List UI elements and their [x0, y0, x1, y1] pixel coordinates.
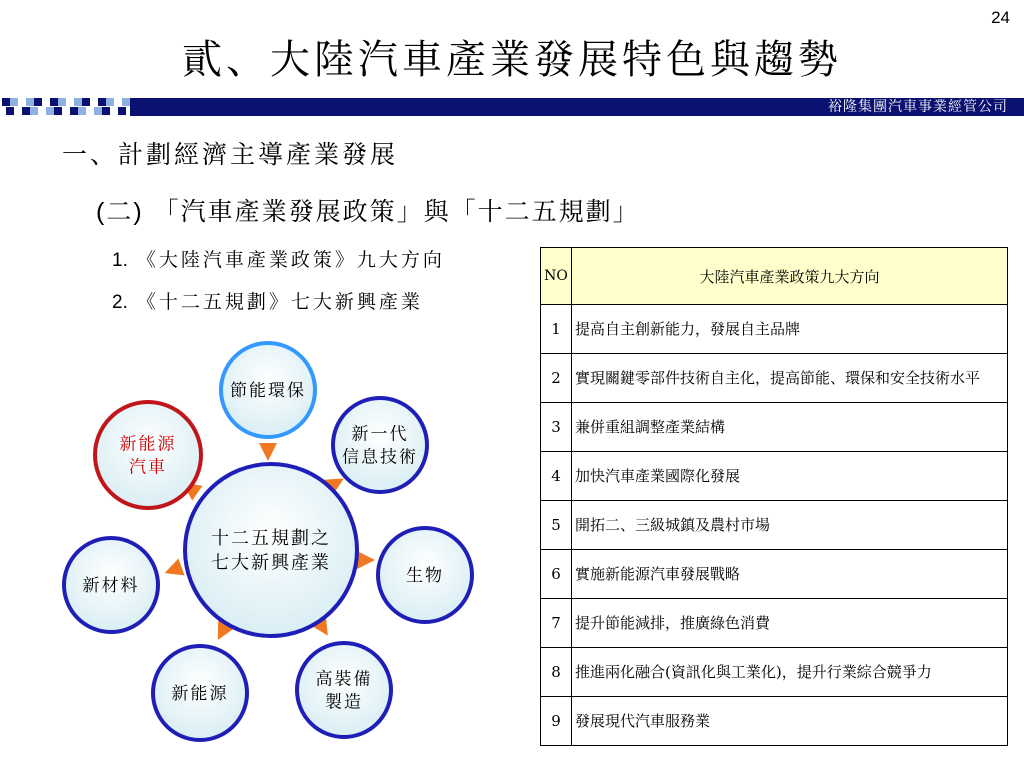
row-text: 兼併重組調整產業結構 — [572, 403, 1008, 452]
table-row — [541, 697, 1008, 746]
node-label-new-energy: 新能源 — [171, 683, 229, 704]
header-directions: 大陸汽車產業政策九大方向 — [572, 248, 1008, 305]
center-node — [185, 464, 357, 636]
table-row — [541, 403, 1008, 452]
subsection-text: 「汽車產業發展政策」與「十二五規劃」 — [153, 197, 640, 226]
node-it — [333, 398, 427, 492]
company-name: 裕隆集團汽車事業經管公司 — [828, 99, 1008, 115]
connector-arrow — [259, 443, 277, 461]
center-node-label: 七大新興產業 — [211, 552, 331, 574]
table-row — [541, 305, 1008, 354]
node-label-energy-saving: 節能環保 — [230, 380, 306, 401]
list-item-text: 《十二五規劃》七大新興產業 — [136, 291, 423, 313]
industries-diagram — [55, 335, 495, 750]
node-label-high-end-equipment: 高裝備 — [315, 669, 373, 690]
row-text: 加快汽車產業國際化發展 — [572, 452, 1008, 501]
row-number: 2 — [541, 354, 572, 403]
list-item — [112, 245, 445, 272]
row-number: 6 — [541, 550, 572, 599]
table-row — [541, 599, 1008, 648]
row-number: 9 — [541, 697, 572, 746]
connector-arrow — [357, 551, 375, 569]
node-label-high-end-equipment: 製造 — [325, 692, 363, 713]
table-row — [541, 550, 1008, 599]
row-text: 實施新能源汽車發展戰略 — [572, 550, 1008, 599]
row-number: 3 — [541, 403, 572, 452]
subsection-number: (二) — [96, 198, 144, 226]
connector-arrow — [161, 558, 184, 581]
page-number: 24 — [991, 8, 1010, 27]
node-label-biology: 生物 — [406, 565, 444, 586]
row-number: 5 — [541, 501, 572, 550]
center-node-label: 十二五規劃之 — [211, 528, 331, 550]
list-item-number: 2. — [112, 292, 128, 313]
node-label-new-materials: 新材料 — [82, 575, 140, 596]
table-row — [541, 501, 1008, 550]
table-row — [541, 354, 1008, 403]
table-row — [541, 452, 1008, 501]
list-item — [112, 287, 423, 314]
node-new-energy-vehicle — [95, 402, 201, 508]
list-item-number: 1. — [112, 250, 128, 271]
node-high-end-equipment — [297, 643, 391, 737]
row-text: 提高自主創新能力，發展自主品牌 — [572, 305, 1008, 354]
header-no: NO — [541, 248, 572, 305]
slide-title: 貳、大陸汽車產業發展特色與趨勢 — [182, 37, 842, 83]
row-text: 實現關鍵零部件技術自主化，提高節能、環保和安全技術水平 — [572, 354, 1008, 403]
row-text: 推進兩化融合(資訊化與工業化)，提升行業綜合競爭力 — [572, 648, 1008, 697]
subsection-heading — [96, 192, 640, 228]
policy-table — [540, 247, 1008, 746]
node-label-new-energy-vehicle: 汽車 — [129, 457, 167, 478]
row-number: 7 — [541, 599, 572, 648]
row-number: 4 — [541, 452, 572, 501]
row-number: 8 — [541, 648, 572, 697]
row-text: 開拓二、三級城鎮及農村市場 — [572, 501, 1008, 550]
table-header-row — [541, 248, 1008, 305]
row-text: 提升節能減排，推廣綠色消費 — [572, 599, 1008, 648]
node-label-new-energy-vehicle: 新能源 — [119, 434, 177, 455]
list-item-text: 《大陸汽車產業政策》九大方向 — [136, 249, 445, 271]
table-row — [541, 648, 1008, 697]
row-text: 發展現代汽車服務業 — [572, 697, 1008, 746]
section-heading: 一、計劃經濟主導產業發展 — [62, 140, 399, 169]
row-number: 1 — [541, 305, 572, 354]
node-label-it: 信息技術 — [342, 447, 418, 468]
node-label-it: 新一代 — [351, 424, 409, 445]
